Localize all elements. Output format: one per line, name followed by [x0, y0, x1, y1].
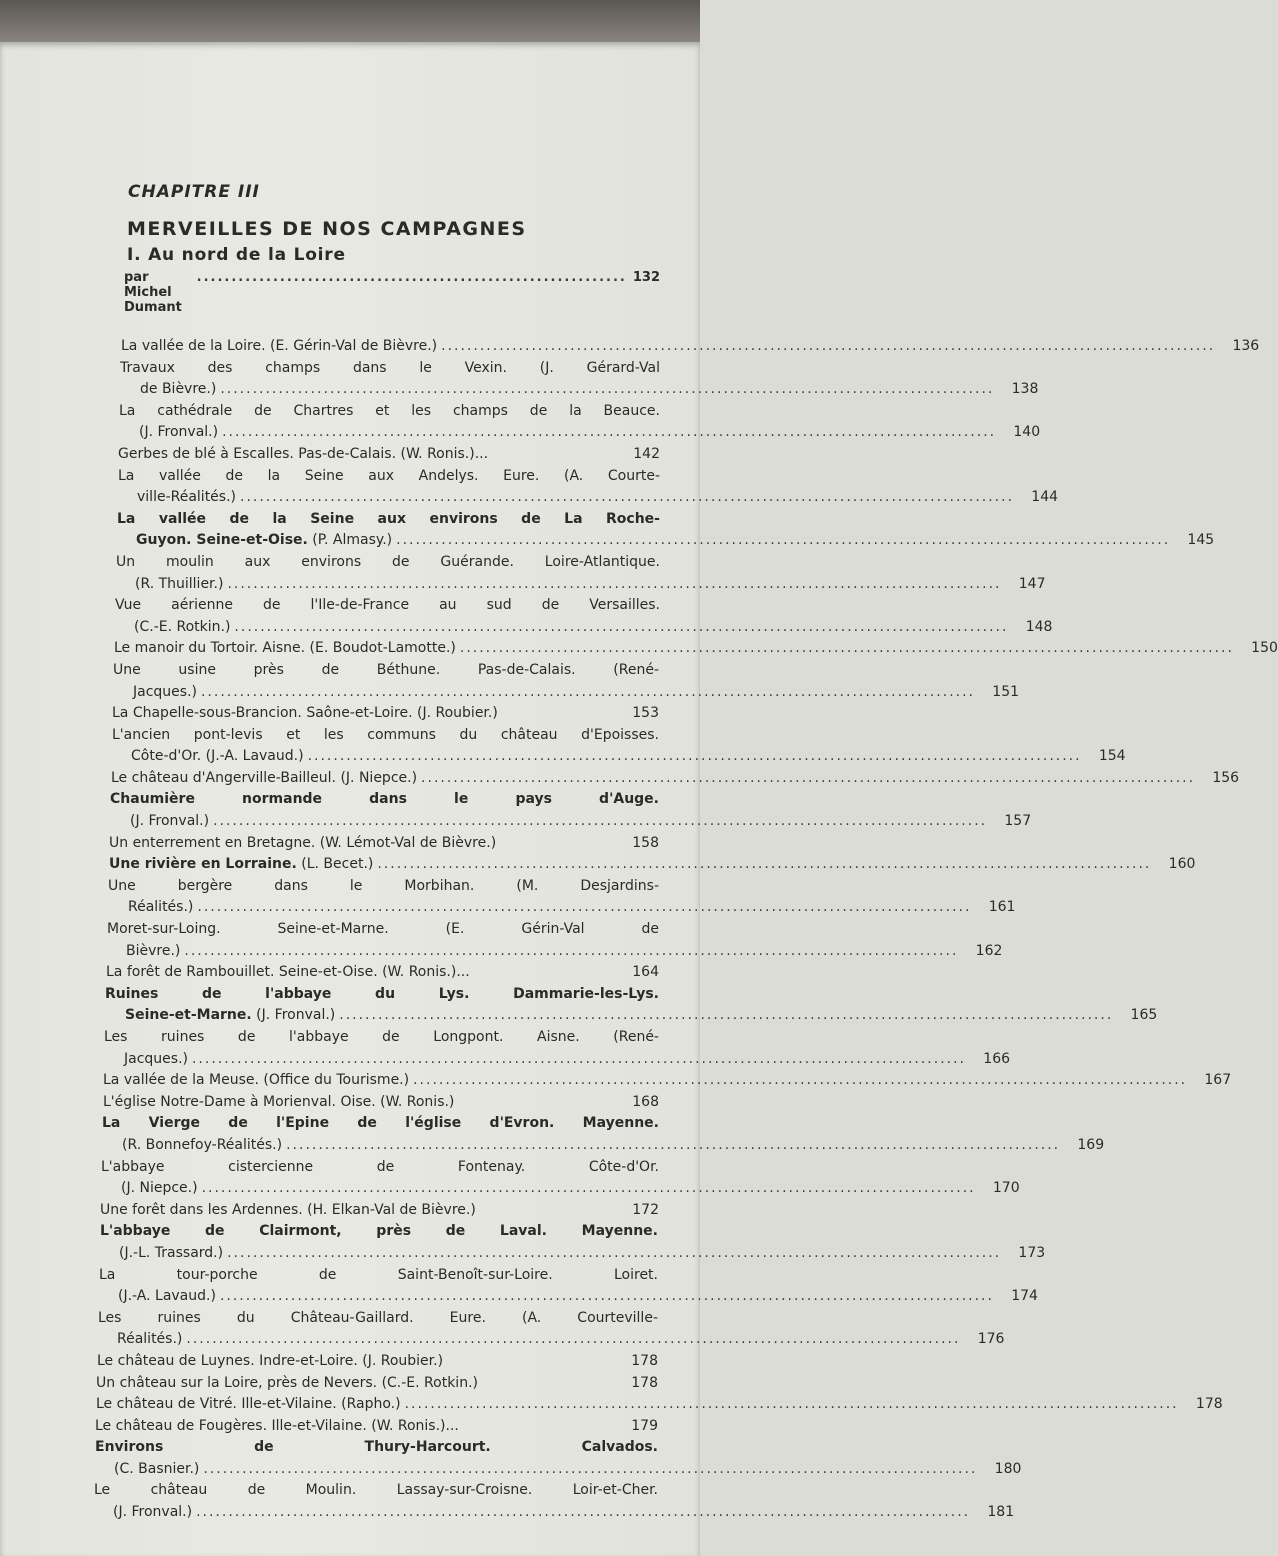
toc-page-number: 156 — [1212, 769, 1240, 786]
toc-line-text: Le château de Vitré. Ille-et-Vilaine. (Rapho.) — [96, 1396, 401, 1413]
toc-line-text: La Vierge de l'Epine de l'église d'Evron. Mayenne. — [102, 1115, 659, 1132]
toc-line-text: Une bergère dans le Morbihan. (M. Desjardins- — [108, 877, 659, 894]
toc-line — [106, 962, 659, 984]
toc-page-number: 167 — [1204, 1072, 1232, 1089]
dot-leader: ........................................................................................................................ — [307, 748, 1082, 765]
toc-page-number: 142 — [633, 445, 660, 462]
toc-page-number: 148 — [1025, 618, 1053, 635]
toc-line — [133, 682, 1020, 704]
toc-line-text: Bièvre.) — [126, 942, 181, 959]
toc-line — [120, 358, 660, 380]
toc-line-text: Vue aérienne de l'Ile-de-France au sud de Versailles. — [115, 597, 660, 614]
toc-page-number: 180 — [994, 1460, 1022, 1477]
toc-line — [96, 1373, 658, 1395]
dot-leader: ........................................................................................................................ — [222, 424, 997, 441]
toc-line — [115, 595, 660, 617]
toc-line — [125, 1005, 1158, 1027]
toc-page-number: 176 — [977, 1331, 1005, 1348]
toc-line-text: (R. Bonnefoy-Réalités.) — [122, 1136, 283, 1153]
section-heading: I. Au nord de la Loire — [127, 245, 346, 265]
toc-line-text: Jacques.) — [133, 683, 197, 700]
toc-line — [119, 1243, 1046, 1265]
toc-page-number: 164 — [632, 964, 659, 981]
toc-line — [98, 1308, 658, 1330]
toc-page-number: 154 — [1098, 748, 1126, 765]
toc-line — [96, 1394, 1223, 1416]
dot-leader: ........................................................................................................................ — [197, 899, 972, 916]
toc-line — [126, 941, 1003, 963]
dot-leader: ........................................................................................................................ — [191, 1050, 967, 1067]
toc-line — [110, 789, 659, 811]
toc-line-text: (J. Fronval.) — [139, 424, 219, 441]
toc-line-text: (C. Basnier.) — [114, 1460, 200, 1477]
dot-leader: ........................................................................................................................ — [413, 1072, 1188, 1089]
toc-page-number: 178 — [1195, 1396, 1223, 1413]
toc-line — [135, 574, 1046, 596]
toc-line — [97, 1351, 658, 1373]
toc-line-credit: (J. Fronval.) — [251, 1007, 336, 1024]
toc-line — [118, 444, 660, 466]
chapter-title: MERVEILLES DE NOS CAMPAGNES — [127, 218, 527, 240]
toc-page-number: 147 — [1018, 575, 1046, 592]
toc-page-number: 138 — [1011, 381, 1039, 398]
toc-line-text: L'église Notre-Dame à Morienval. Oise. (W. Ronis.) — [103, 1093, 455, 1110]
toc-page-number: 178 — [631, 1352, 658, 1369]
toc-page-number: 179 — [631, 1417, 658, 1434]
toc-page-number: 181 — [987, 1504, 1015, 1521]
toc-page-number: 153 — [632, 705, 659, 722]
toc-line — [105, 984, 659, 1006]
toc-page-number: 169 — [1077, 1136, 1105, 1153]
toc-line — [101, 1157, 659, 1179]
toc-line-text: (J. Fronval.) — [130, 813, 210, 830]
toc-page-number: 170 — [992, 1180, 1020, 1197]
toc-line — [112, 703, 659, 725]
toc-line-text: La vallée de la Seine aux environs de La Roche- — [117, 510, 660, 527]
toc-line-text: Seine-et-Marne. — [125, 1007, 252, 1024]
toc-page-number: 136 — [1232, 338, 1260, 354]
toc-line — [119, 401, 660, 423]
dot-leader: ........................................................................................................................ — [396, 532, 1171, 549]
toc-line-text: La vallée de la Meuse. (Office du Tourisme.) — [103, 1072, 410, 1089]
toc-line-text: Ruines de l'abbaye du Lys. Dammarie-les-Lys. — [105, 985, 659, 1002]
toc-page-number: 173 — [1018, 1244, 1046, 1261]
toc-line-text: Jacques.) — [124, 1050, 188, 1067]
toc-line — [136, 530, 1215, 552]
toc-page-number: 161 — [988, 899, 1016, 916]
toc-line — [124, 1049, 1011, 1071]
toc-line — [104, 1027, 659, 1049]
toc-line-text: Une usine près de Béthune. Pas-de-Calais. (René- — [113, 661, 659, 678]
toc-line — [122, 1135, 1105, 1157]
toc-page-number: 178 — [631, 1374, 658, 1391]
toc-page-number: 165 — [1130, 1007, 1158, 1024]
toc-line-text: Réalités.) — [117, 1331, 183, 1348]
toc-line — [99, 1265, 658, 1287]
toc-line — [134, 617, 1053, 639]
toc-line-text: Le château d'Angerville-Bailleul. (J. Niepce.) — [111, 769, 418, 786]
toc-line-text: La forêt de Rambouillet. Seine-et-Oise. (W. Ronis.)... — [106, 964, 470, 981]
toc-entries — [0, 336, 1278, 1524]
toc-line — [100, 1221, 658, 1243]
toc-page-number: 160 — [1168, 856, 1196, 873]
toc-line — [116, 552, 660, 574]
toc-line — [114, 1459, 1022, 1481]
dot-leader: ........................................................................................................................ — [213, 813, 988, 830]
toc-line — [109, 833, 659, 855]
toc-line — [109, 854, 1196, 876]
toc-line-text: L'abbaye cistercienne de Fontenay. Côte-d'Or. — [101, 1158, 659, 1175]
toc-line-credit: (P. Almasy.) — [307, 532, 393, 549]
dot-leader: ........................................................................................................................ — [404, 1396, 1179, 1413]
toc-page-number: 145 — [1187, 532, 1215, 549]
byline-author: par Michel Dumant — [124, 270, 182, 315]
toc-line — [107, 919, 659, 941]
dot-leader: .............................................................. — [196, 270, 627, 285]
toc-line — [118, 466, 660, 488]
dot-leader: ........................................................................................................................ — [219, 1288, 994, 1305]
toc-line-text: (R. Thuillier.) — [135, 575, 224, 592]
toc-line-text: Guyon. Seine-et-Oise. — [136, 532, 308, 549]
toc-line — [139, 422, 1041, 444]
toc-line — [94, 1480, 658, 1502]
toc-line — [140, 379, 1039, 401]
toc-line-text: (C.-E. Rotkin.) — [134, 618, 231, 635]
toc-line-text: Une rivière en Lorraine. — [109, 856, 297, 873]
toc-line-text: Chaumière normande dans le pays d'Auge. — [110, 791, 659, 808]
toc-line-text: Le château de Moulin. Lassay-sur-Croisne. Loir-et-Cher. — [94, 1482, 658, 1499]
toc-page-number: 140 — [1013, 424, 1041, 441]
toc-line — [113, 660, 659, 682]
toc-line — [108, 876, 659, 898]
toc-line — [137, 487, 1059, 509]
toc-line-credit: (L. Becet.) — [296, 856, 374, 873]
toc-line — [114, 638, 1278, 660]
dot-leader: ........................................................................................................................ — [184, 942, 959, 959]
toc-line-text: La vallée de la Seine aux Andelys. Eure. (A. Courte- — [118, 467, 660, 484]
dot-leader: ........................................................................................................................ — [196, 1504, 971, 1521]
chapter-heading: CHAPITRE III — [128, 182, 260, 202]
toc-line-text: Un enterrement en Bretagne. (W. Lémot-Val de Bièvre.) — [109, 834, 497, 851]
toc-line — [121, 1178, 1020, 1200]
toc-line — [131, 746, 1126, 768]
toc-line-text: La vallée de la Loire. (E. Gérin-Val de Bièvre.) — [121, 338, 438, 354]
toc-page-number: 162 — [975, 942, 1003, 959]
toc-line — [103, 1070, 1232, 1092]
toc-line — [102, 1113, 659, 1135]
toc-line-text: (J.-A. Lavaud.) — [118, 1288, 216, 1305]
toc-line — [128, 897, 1016, 919]
toc-line-text: ville-Réalités.) — [137, 489, 236, 506]
dot-leader: ........................................................................................................................ — [200, 683, 976, 700]
dot-leader: ........................................................................................................................ — [339, 1007, 1114, 1024]
toc-line-text: L'ancien pont-levis et les communs du château d'Epoisses. — [112, 726, 659, 743]
dot-leader: ........................................................................................................................ — [441, 338, 1216, 354]
toc-line-text: La tour-porche de Saint-Benoît-sur-Loire. Loiret. — [99, 1266, 658, 1283]
toc-line — [121, 336, 1260, 358]
byline — [124, 270, 660, 315]
toc-line — [113, 1502, 1015, 1524]
toc-page-number: 151 — [992, 683, 1020, 700]
toc-line-text: La cathédrale de Chartres et les champs de la Beauce. — [119, 402, 660, 419]
toc-line-text: Un moulin aux environs de Guérande. Loire-Atlantique. — [116, 553, 660, 570]
toc-line-text: Côte-d'Or. (J.-A. Lavaud.) — [131, 748, 304, 765]
toc-page-number: 150 — [1251, 640, 1278, 657]
dot-leader: ........................................................................................................................ — [459, 640, 1234, 657]
byline-page: 132 — [632, 270, 660, 285]
toc-line-text: Gerbes de blé à Escalles. Pas-de-Calais. (W. Ronis.)... — [118, 445, 489, 462]
dot-leader: ........................................................................................................................ — [220, 381, 995, 398]
toc-line-text: Environs de Thury-Harcourt. Calvados. — [95, 1439, 658, 1456]
dot-leader: ........................................................................................................................ — [286, 1136, 1061, 1153]
dot-leader: ........................................................................................................................ — [227, 1244, 1002, 1261]
toc-line-text: Le manoir du Tortoir. Aisne. (E. Boudot-Lamotte.) — [114, 640, 456, 657]
toc-line-text: Travaux des champs dans le Vexin. (J. Gérard-Val — [120, 359, 660, 376]
toc-line-text: Un château sur la Loire, près de Nevers. (C.-E. Rotkin.) — [96, 1374, 478, 1391]
toc-line-text: (J.-L. Trassard.) — [119, 1244, 224, 1261]
toc-line-text: Le château de Luynes. Indre-et-Loire. (J. Roubier.) — [97, 1352, 444, 1369]
dot-leader: ........................................................................................................................ — [240, 489, 1015, 506]
toc-line-text: Réalités.) — [128, 899, 194, 916]
dot-leader: ........................................................................................................................ — [201, 1180, 976, 1197]
toc-line — [95, 1437, 658, 1459]
toc-line-text: (J. Niepce.) — [121, 1180, 198, 1197]
toc-line — [117, 1329, 1005, 1351]
toc-line-text: (J. Fronval.) — [113, 1504, 193, 1521]
toc-line-text: Une forêt dans les Ardennes. (H. Elkan-Val de Bièvre.) — [100, 1201, 476, 1218]
toc-line — [117, 509, 660, 531]
dot-leader: ........................................................................................................................ — [203, 1460, 978, 1477]
toc-page-number: 157 — [1004, 813, 1032, 830]
toc-page-number: 172 — [632, 1201, 659, 1218]
dot-leader: ........................................................................................................................ — [186, 1331, 961, 1348]
toc-line-text: Le château de Fougères. Ille-et-Vilaine. (W. Ronis.)... — [95, 1417, 459, 1434]
toc-line — [112, 725, 659, 747]
toc-line-text: L'abbaye de Clairmont, près de Laval. Mayenne. — [100, 1223, 658, 1240]
toc-line — [103, 1092, 659, 1114]
dot-leader: ........................................................................................................................ — [377, 856, 1152, 873]
toc-page-number: 166 — [983, 1050, 1011, 1067]
toc-line-text: de Bièvre.) — [140, 381, 217, 398]
toc-page-number: 168 — [632, 1093, 659, 1110]
toc-line-text: Moret-sur-Loing. Seine-et-Marne. (E. Gérin-Val de — [107, 921, 659, 938]
toc-line — [95, 1416, 658, 1438]
toc-line — [100, 1200, 659, 1222]
dot-leader: ........................................................................................................................ — [234, 618, 1009, 635]
toc-line — [111, 768, 1240, 790]
book-background — [0, 0, 700, 44]
toc-page-number: 158 — [632, 834, 659, 851]
dot-leader: ........................................................................................................................ — [421, 769, 1196, 786]
toc-line-text: Les ruines de l'abbaye de Longpont. Aisne. (René- — [104, 1029, 659, 1045]
toc-line — [130, 811, 1032, 833]
toc-line-text: Les ruines du Château-Gaillard. Eure. (A. Courteville- — [98, 1309, 658, 1326]
toc-line-text: La Chapelle-sous-Brancion. Saône-et-Loire. (J. Roubier.) — [112, 705, 498, 722]
toc-page-number: 144 — [1031, 489, 1059, 506]
dot-leader: ........................................................................................................................ — [227, 575, 1002, 592]
toc-line — [118, 1286, 1038, 1308]
toc-page-number: 174 — [1011, 1288, 1038, 1305]
